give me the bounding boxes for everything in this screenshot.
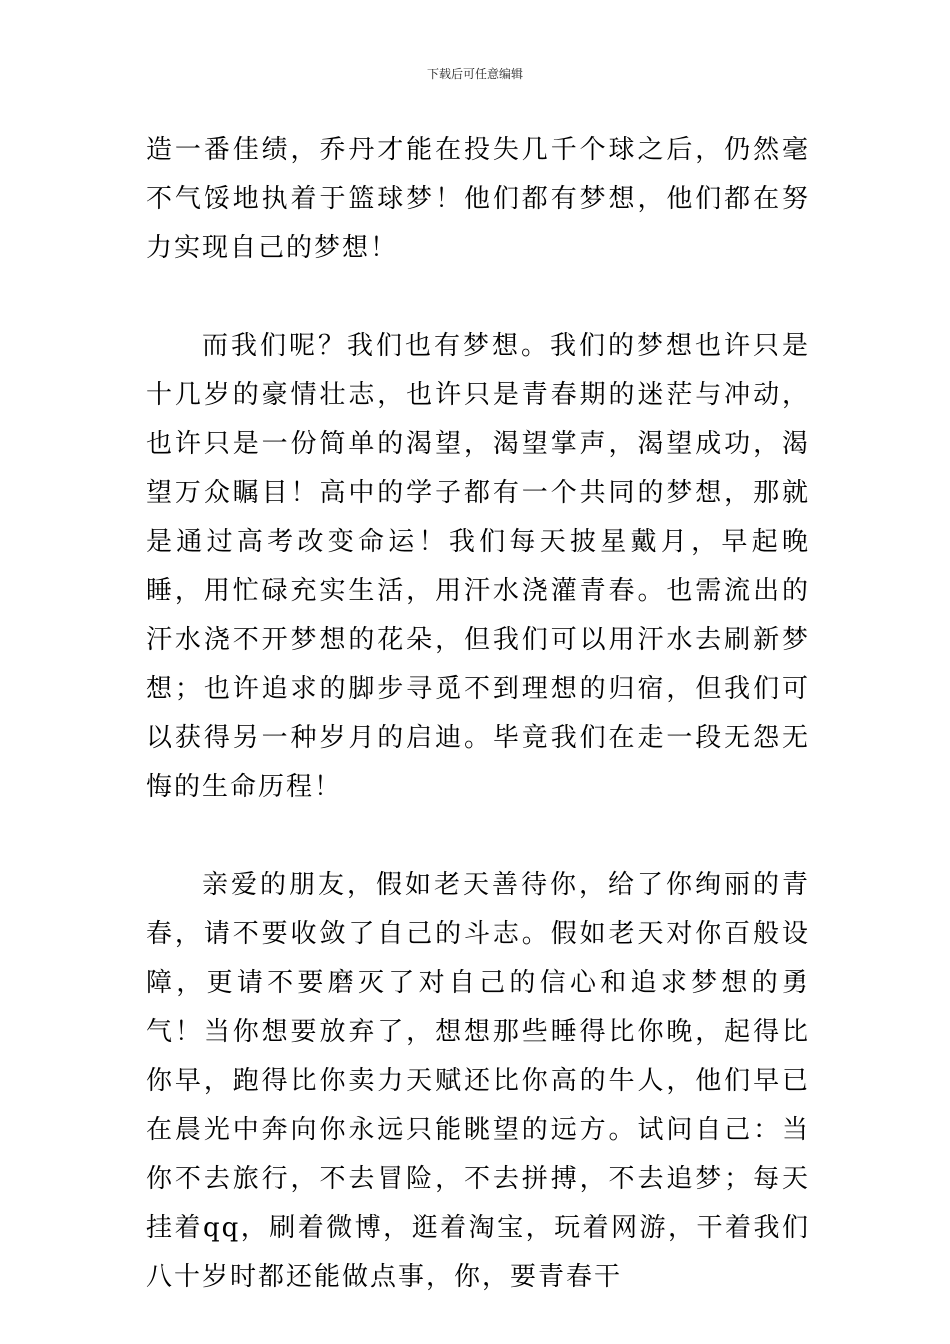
page-header-note: 下载后可任意编辑 [426,67,523,81]
paragraph-continuation: 造一番佳绩，乔丹才能在投失几千个球之后，仍然毫不气馁地执着于篮球梦！他们都有梦想，他们都在努力实现自己的梦想！ [146,135,810,263]
paragraph-dear-friend: 亲爱的朋友，假如老天善待你，给了你绚丽的青春，请不要收敛了自己的斗志。假如老天对你百般设障，更请不要磨灭了对自己的信心和追求梦想的勇气！当你想要放弃了，想想那些睡得比你晚，起得比你早，跑得比你卖力天赋还比你高的牛人，他们早已在晨光中奔向你永远只能眺望的远方。试问自己：当你不去旅行，不去冒险，不去拼搏，不去追梦；每天挂着qq，刷着微博，逛着淘宝，玩着网游，干着我们八十岁时都还能做点事，你，要青春干 [146,870,810,1292]
paragraph-our-dreams: 而我们呢？我们也有梦想。我们的梦想也许只是十几岁的豪情壮志，也许只是青春期的迷茫与冲动，也许只是一份简单的渴望，渴望掌声，渴望成功，渴望万众瞩目！高中的学子都有一个共同的梦想，那就是通过高考改变命运！我们每天披星戴月，早起晚睡，用忙碌充实生活，用汗水浇灌青春。也需流出的汗水浇不开梦想的花朵，但我们可以用汗水去刷新梦想；也许追求的脚步寻觅不到理想的归宿，但我们可以获得另一种岁月的启迪。毕竟我们在走一段无怨无悔的生命历程！ [146,331,810,802]
document-body [146,126,810,1302]
